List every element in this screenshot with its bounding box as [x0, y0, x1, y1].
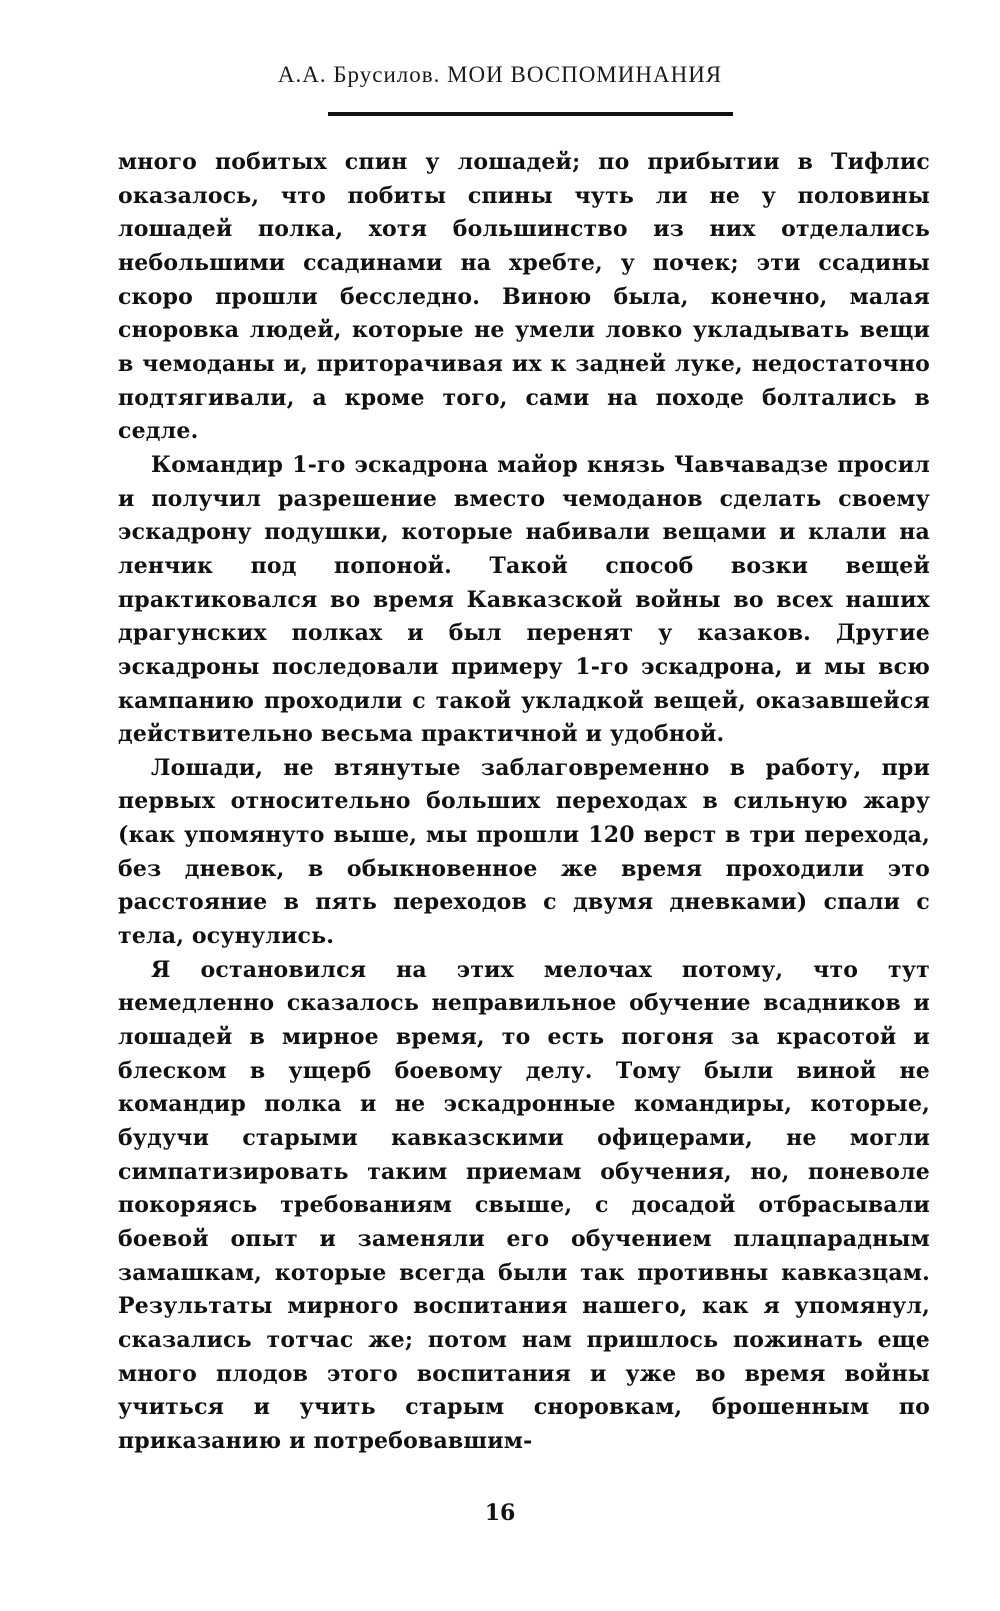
- paragraph-1: много побитых спин у лошадей; по прибытии в Тифлис оказалось, что побиты спины чуть ли не у половины лошадей полка, хотя большинство из них отделались небольшими ссадинами на хребте, у почек; эти ссадины скоро прошли бесследно. Виною была, конечно, малая сноровка людей, которые не умели ловко укладывать вещи в чемоданы и, приторачивая их к задней луке, недостаточно подтягивали, а кроме того, сами на походе болтались в седле.: [118, 149, 930, 445]
- paragraph-4: Я остановился на этих мелочах потому, что тут немедленно сказалось неправильное обучение всадников и лошадей в мирное время, то есть погоня за красотой и блеском в ущерб боевому делу. Тому были виной не командир полка и не эскадронные командиры, которые, будучи старыми кавказскими офицерами, не могли симпатизировать таким приемам обучения, но, поневоле покоряясь требованиям свыше, с досадой отбрасывали боевой опыт и заменяли его обучением плацпарадным замашкам, которые всегда были так противны кавказцам. Результаты мирного воспитания нашего, как я упомянул, сказались тотчас же; потом нам пришлось пожинать еще много плодов этого воспитания и уже во время войны учиться и учить старым сноровкам, брошенным по приказанию и потребовавшим-: [118, 956, 930, 1454]
- body-text: [118, 146, 930, 1459]
- paragraph-2: Командир 1-го эскадрона майор князь Чавчавадзе просил и получил разрешение вместо чемоданов сделать своему эскадрону подушки, которые набивали вещами и клали на ленчик под попоной. Такой способ возки вещей практиковался во время Кавказской войны во всех наших драгунских полках и был перенят у казаков. Другие эскадроны последовали примеру 1-го эскадрона, и мы всю кампанию проходили с такой укладкой вещей, оказавшейся действительно весьма практичной и удобной.: [118, 451, 930, 748]
- paragraph-3: Лошади, не втянутые заблаговременно в работу, при первых относительно больших переходах в сильную жару (как упомянуто выше, мы прошли 120 верст в три перехода, без дневок, в обыкновенное же время проходили это расстояние в пять переходов с двумя дневками) спали с тела, осунулись.: [118, 754, 930, 950]
- page-number: 16: [484, 1500, 516, 1526]
- header-rule: [328, 112, 733, 116]
- running-header: А.А. Брусилов. МОИ ВОСПОМИНАНИЯ: [277, 62, 723, 87]
